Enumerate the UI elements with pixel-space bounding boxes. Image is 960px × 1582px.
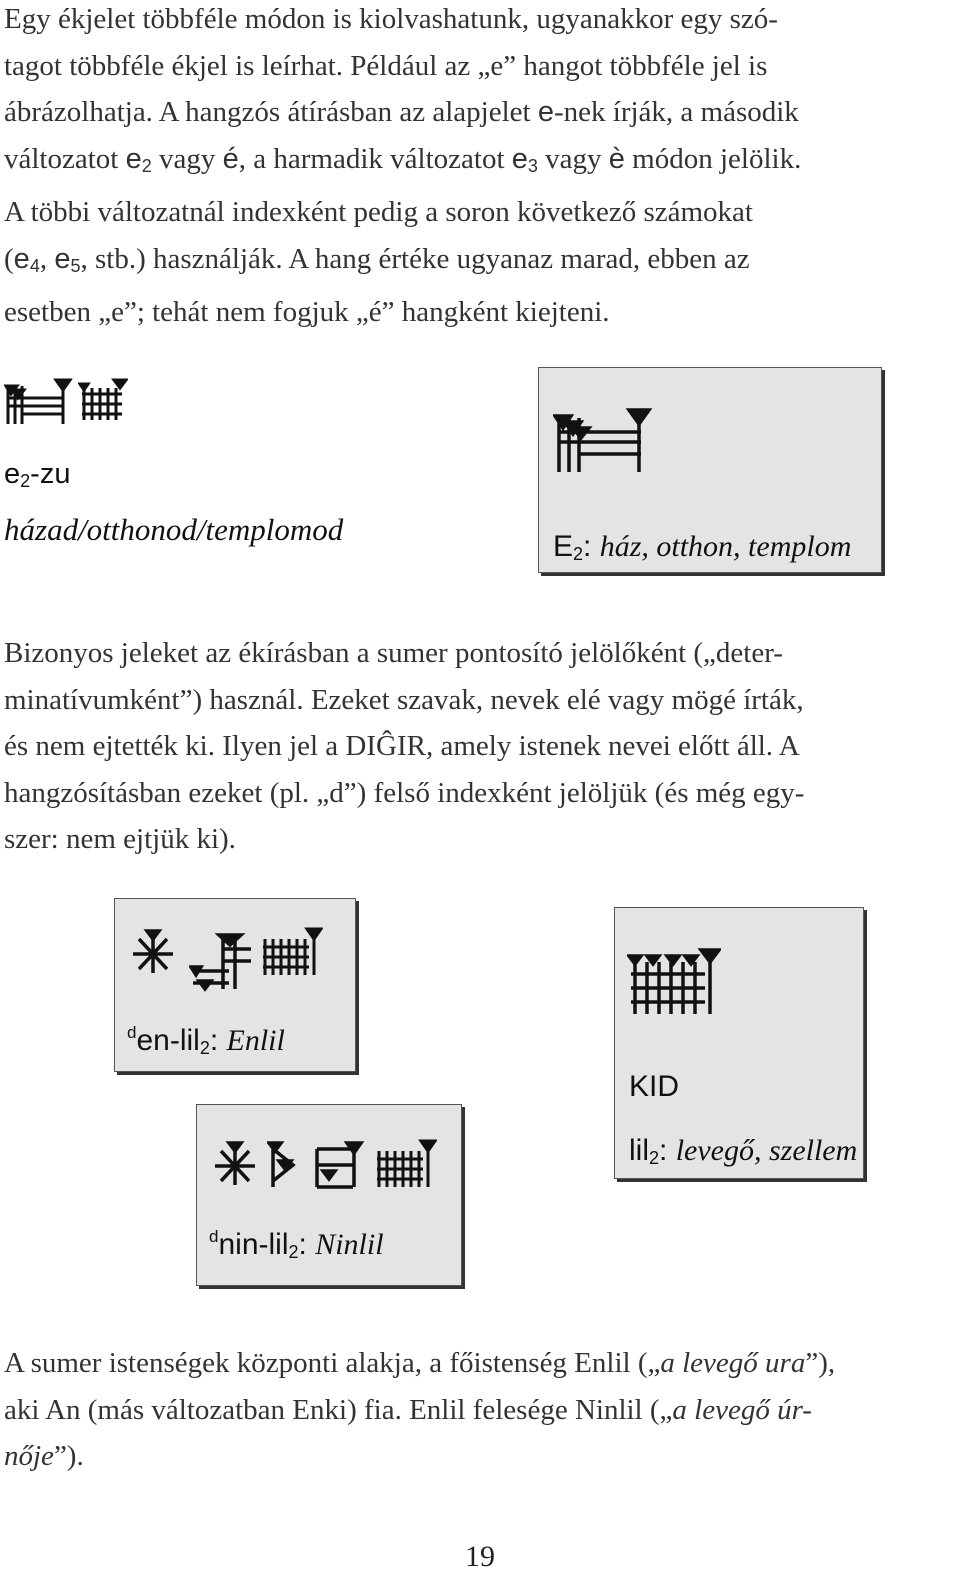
ninlil-box (196, 1104, 462, 1286)
page-number: 19 (465, 1540, 495, 1573)
kid-caption: lil$_2$: levegő, szellem (629, 1134, 858, 1168)
cuneiform-dingir-icon (209, 1141, 261, 1191)
determ-line: hangzósításban ezeket (pl. „d”) felső indexként jelöljük (és még egy- (4, 776, 805, 809)
cuneiform-e2-icon (4, 378, 74, 428)
determ-line: Bizonyos jeleket az ékírásban a sumer pontosító jelölőként („deter- (4, 637, 783, 669)
ninlil-caption: $^d$nin-lil$_2$: Ninlil (209, 1227, 384, 1262)
cuneiform-dingir-icon (127, 929, 179, 979)
cuneiform-lil-icon (373, 1139, 437, 1191)
intro-line: esetben „e”; tehát nem fogjuk „é” hangként kiejteni. (4, 296, 610, 328)
e2-definition-box (538, 367, 882, 573)
ezu-meaning: házad/otthonod/templomod (4, 512, 344, 547)
cuneiform-e2-icon (553, 408, 653, 478)
cuneiform-zu-icon (78, 378, 128, 428)
enlil-box (114, 898, 356, 1072)
intro-paragraph (4, 0, 956, 336)
cuneiform-nin-icon (267, 1141, 367, 1193)
intro-line: Egy ékjelet többféle módon is kiolvashatunk, ugyanakkor egy szó- (4, 3, 778, 35)
outro-line: aki An (más változatban Enki) fia. Enlil felesége Ninlil („a levegő úr- (4, 1393, 812, 1426)
determ-line: és nem ejtették ki. Ilyen jel a DIĜIR, amely istenek nevei előtt áll. A (4, 730, 800, 762)
intro-line: A többi változatnál indexként pedig a soron következő számokat (4, 196, 753, 228)
ezu-transliteration: $e_2-zu$ (4, 458, 71, 491)
cuneiform-en-icon (189, 933, 255, 993)
determ-line: minatívumként”) használ. Ezeket szavak, nevek elé vagy mögé írták, (4, 683, 804, 716)
e2-caption: $E_2$: ház, otthon, templom (553, 530, 852, 564)
enlil-caption: $^d$en-lil$_2$: Enlil (127, 1023, 285, 1058)
intro-line: változatot $e_2$ vagy é, a harmadik változatot $e_3$ vagy è módon jelölik. (4, 142, 802, 176)
intro-line: tagot többféle ékjel is leírhat. Például az „e” hangot többféle jel is (4, 49, 768, 82)
determ-line: szer: nem ejtjük ki). (4, 823, 236, 855)
outro-paragraph (4, 1340, 956, 1480)
intro-line: ábrázolhatja. A hangzós átírásban az alapjelet e-nek írják, a második (4, 96, 799, 128)
kid-box (614, 907, 864, 1179)
cuneiform-lil-icon (259, 927, 323, 979)
outro-line: A sumer istenségek központi alakja, a főistenség Enlil („a levegő ura”), (4, 1347, 836, 1379)
intro-line: ($e_4$, $e_5$, stb.) használják. A hang értéke ugyanaz marad, ebben az (4, 242, 750, 276)
determinative-paragraph (4, 630, 956, 863)
outro-line: nője”). (4, 1440, 84, 1472)
kid-sign-name: KID (629, 1070, 680, 1103)
cuneiform-kid-icon (627, 948, 721, 1018)
